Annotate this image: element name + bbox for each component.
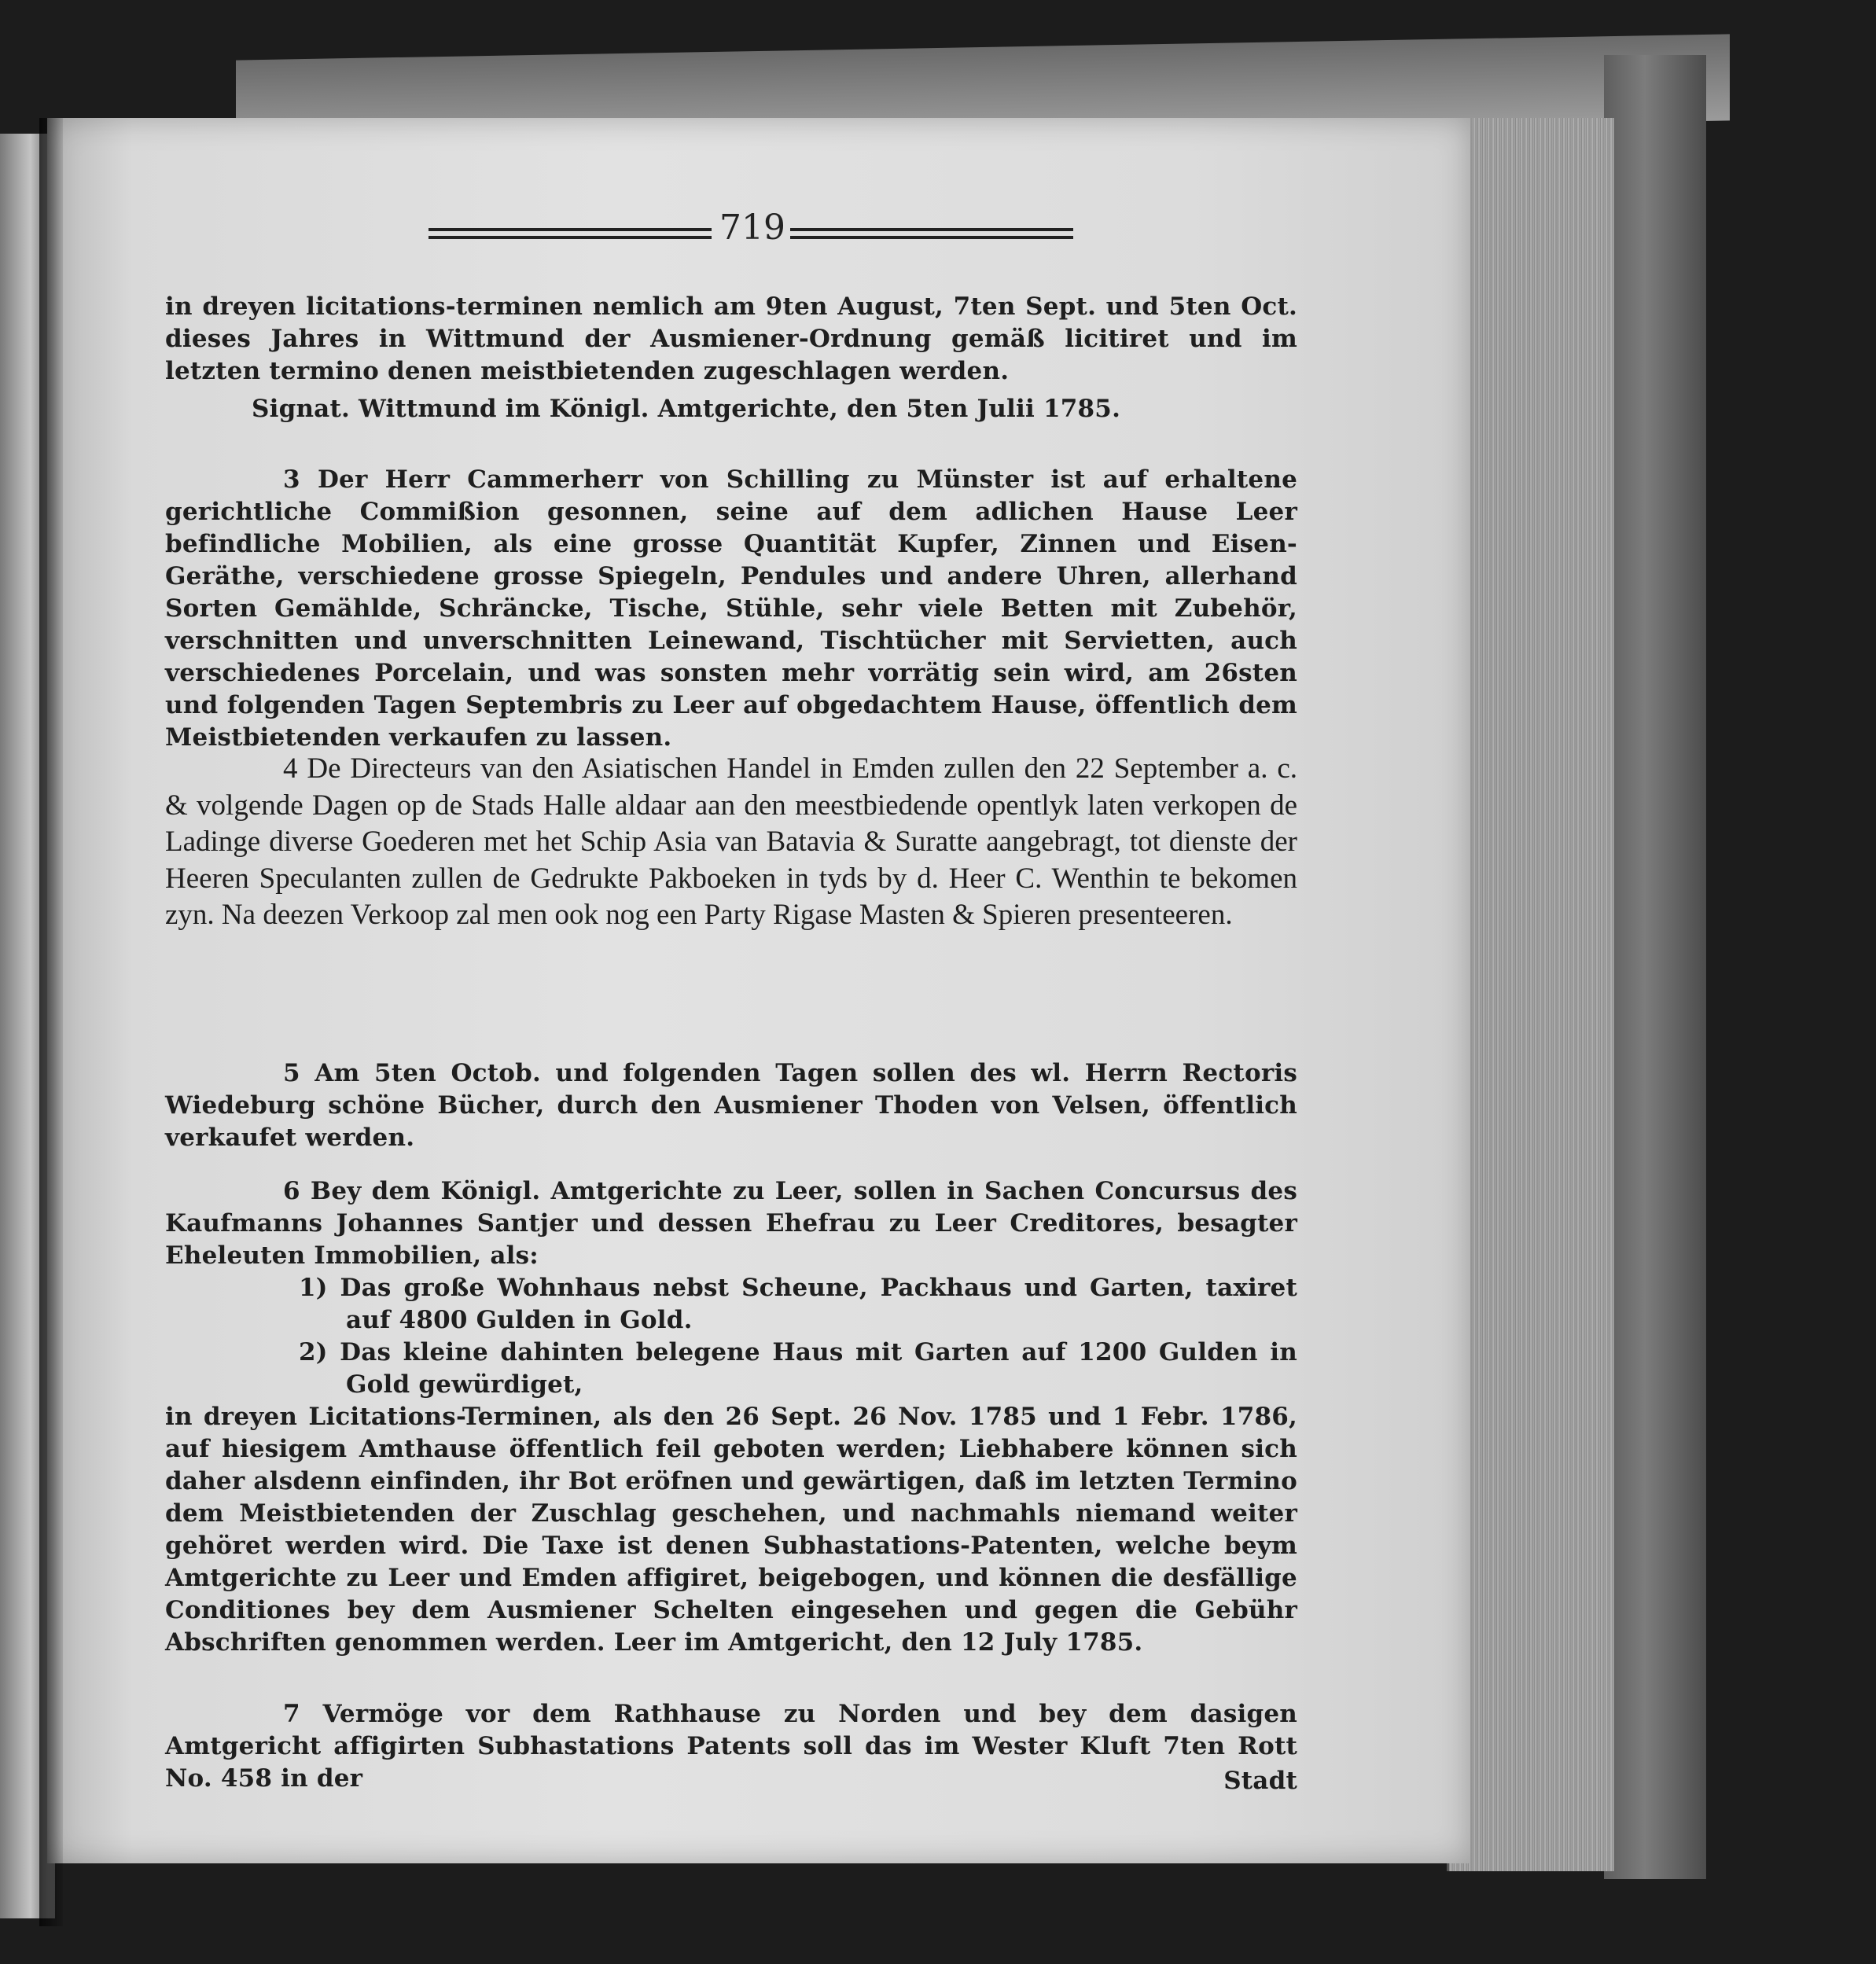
spine-shadow — [39, 118, 63, 1926]
notice-text: Bey dem Königl. Amtgerichte zu Leer, sollen in Sachen Concursus des Kaufmanns Johannes Santjer und dessen Ehefrau zu Leer Creditores, besagter Eheleuten Immobilien, als: — [165, 1177, 1297, 1270]
notice-number: 5 — [283, 1059, 300, 1087]
notice-5 — [165, 1057, 1297, 1154]
notice-text: Vermöge vor dem Rathhause zu Norden und bey dem dasigen Amtgericht affigirten Subhastations Patents soll das im Wester Kluft 7ten Rott No. 458 in der — [165, 1700, 1297, 1793]
notice-number: 4 — [283, 752, 298, 785]
item-marker: 2) — [299, 1338, 328, 1366]
notice-number: 7 — [283, 1700, 300, 1728]
notice-3 — [165, 464, 1297, 754]
header-rule-right — [790, 228, 1073, 239]
notice-6 — [165, 1175, 1297, 1659]
item-marker: 1) — [299, 1274, 328, 1302]
item-text: Das kleine dahinten belegene Haus mit Garten auf 1200 Gulden in Gold gewürdiget, — [340, 1338, 1297, 1399]
book-cover — [1604, 55, 1706, 1879]
catchword: Stadt — [1223, 1767, 1297, 1795]
notice-6-closing: in dreyen Licitations-Terminen, als den 26 Sept. 26 Nov. 1785 und 1 Febr. 1786, auf hiesigem Amthause öffentlich feil geboten werden; Liebhabere können sich daher alsdenn einfinden, ihr Bot eröfnen und gewärtigen, daß im letzten Termino dem Meistbietenden der Zuschlag geschehen, und nachmahls niemand weiter gehöret werden wird. Die Taxe ist denen Subhastations-Patenten, welche beym Amtgerichte zu Leer und Emden affigiret, beigebogen, und können die desfällige Conditiones bey dem Ausmiener Schelten eingesehen und gegen die Gebühr Abschriften genommen werden. Leer im Amtgericht, den 12 July 1785. — [165, 1403, 1297, 1657]
list-item — [165, 1337, 1297, 1401]
header-rule-left — [429, 228, 712, 239]
notice-text: Am 5ten Octob. und folgenden Tagen sollen des wl. Herrn Rectoris Wiedeburg schöne Bücher, durch den Ausmiener Thoden von Velsen, öffentlich verkaufet werden. — [165, 1059, 1297, 1152]
item-text: Das große Wohnhaus nebst Scheune, Packhaus und Garten, taxiret auf 4800 Gulden in Gold. — [340, 1274, 1297, 1334]
signature-line: Signat. Wittmund im Königl. Amtgerichte, den 5ten Julii 1785. — [252, 395, 1121, 423]
page-number: 719 — [719, 208, 785, 248]
notice-text: Der Herr Cammerherr von Schilling zu Münster ist auf erhaltene gerichtliche Commißion gesonnen, seine auf dem adlichen Hause Leer befindliche Mobilien, als eine grosse Quantität Kupfer, Zinnen und Eisen-Geräthe, verschiedene grosse Spiegeln, Pendules und andere Uhren, allerhand Sorten Gemählde, Schräncke, Tische, Stühle, sehr viele Betten mit Zubehör, verschnitten und unverschnitten Leinewand, Tischtücher mit Servietten, auch verschiedenes Porcelain, und was sonsten mehr vorrätig sein wird, am 26sten und folgenden Tagen Septembris zu Leer auf obgedachtem Hause, öffentlich dem Meistbietenden verkaufen zu lassen. — [165, 465, 1297, 752]
page-edges — [1447, 118, 1614, 1871]
list-item — [165, 1272, 1297, 1337]
notice-number: 6 — [283, 1177, 300, 1205]
notice-text: De Directeurs van den Asiatischen Handel in Emden zullen den 22 September a. c. & volgende Dagen op de Stads Halle aldaar aan den meestbiedende opentlyk laten verkopen de Ladinge diverse Goederen met het Schip Asia van Batavia & Suratte aangebragt, tot dienste der Heeren Speculanten zullen de Gedrukte Pakboeken in tyds by d. Heer C. Wenthin te bekomen zyn. Na deezen Verkoop zal men ook nog een Party Rigase Masten & Spieren presenteeren. — [165, 752, 1298, 931]
continuation-paragraph: in dreyen licitations-terminen nemlich am 9ten August, 7ten Sept. und 5ten Oct. dieses Jahres in Wittmund der Ausmiener-Ordnung gemäß licitiret und im letzten termino denen meistbietenden zugeschlagen werden. — [165, 292, 1297, 385]
notice-6-intro — [165, 1175, 1297, 1272]
notice-number: 3 — [283, 465, 300, 494]
notice-4 — [165, 751, 1297, 934]
page-header — [259, 208, 1227, 259]
